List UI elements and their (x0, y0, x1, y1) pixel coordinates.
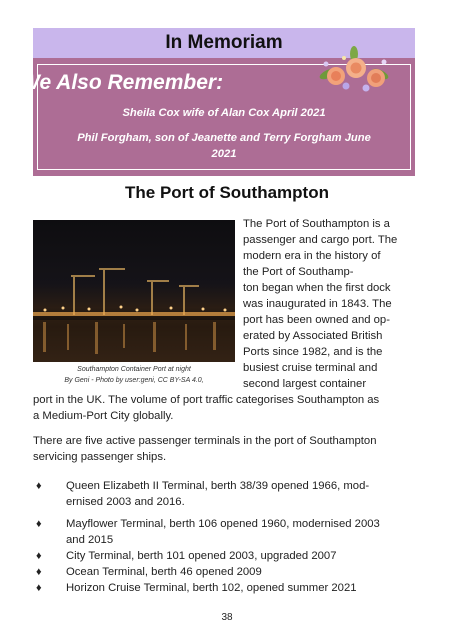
body-text-line: erated by Associated British (243, 330, 383, 342)
body-text-line: was inaugurated in 1843. The (243, 298, 392, 310)
remember-line-1: Sheila Cox wife of Alan Cox April 2021 (122, 107, 326, 119)
page-number: 38 (221, 612, 233, 623)
remember-line-3: 2021 (211, 148, 237, 160)
water-reflection (33, 320, 235, 362)
photo-caption-line-2: By Geni - Photo by user:geni, CC BY-SA 4.0, (64, 377, 204, 384)
photo-caption-line-1: Southampton Container Port at night (77, 366, 191, 373)
terminals-intro-line: servicing passenger ships. (33, 451, 167, 463)
diamond-bullet-icon: ♦ (36, 550, 42, 562)
body-text-line: a Medium-Port City globally. (33, 410, 174, 422)
diamond-bullet-icon: ♦ (36, 480, 42, 492)
flower-bouquet-image (314, 44, 394, 94)
diamond-bullet-icon: ♦ (36, 518, 42, 530)
memoriam-title: In Memoriam (33, 28, 415, 58)
body-text-line: Ports since 1982, and is the (243, 346, 383, 358)
body-text-line: The Port of Southampton is a (243, 218, 390, 230)
body-text-line: port has been owned and op- (243, 314, 390, 326)
terminals-intro-line: There are five active passenger terminals in the port of Southampton (33, 435, 377, 447)
body-text-line: the Port of Southamp- (243, 266, 354, 278)
list-item: Mayflower Terminal, berth 106 opened 1960, modernised 2003 (66, 518, 380, 530)
list-item: and 2015 (66, 534, 114, 546)
body-text-line: ton began when the first dock (243, 282, 391, 294)
list-item: Ocean Terminal, berth 46 opened 2009 (66, 566, 262, 578)
body-text-line: passenger and cargo port. The (243, 234, 398, 246)
quay-lights (33, 312, 235, 316)
body-text-line: modern era in the history of (243, 250, 381, 262)
body-text-line: port in the UK. The volume of port traffic categorises Southampton as (33, 394, 380, 406)
list-item: Queen Elizabeth II Terminal, berth 38/39 opened 1966, mod- (66, 480, 370, 492)
diamond-bullet-icon: ♦ (36, 582, 42, 594)
list-item: ernised 2003 and 2016. (66, 496, 185, 508)
list-item: City Terminal, berth 101 opened 2003, upgraded 2007 (66, 550, 337, 562)
remember-heading: We Also Remember: (20, 71, 224, 94)
article-title: The Port of Southampton (125, 183, 329, 202)
body-text-line: busiest cruise terminal and (243, 362, 378, 374)
body-text-line: second largest container (243, 378, 367, 390)
light-dots (44, 306, 227, 312)
remember-line-2: Phil Forgham, son of Jeanette and Terry Forgham June (77, 132, 371, 144)
list-item: Horizon Cruise Terminal, berth 102, opened summer 2021 (66, 582, 357, 594)
diamond-bullet-icon: ♦ (36, 566, 42, 578)
port-night-photo (33, 220, 235, 362)
crane-icon (71, 268, 199, 315)
rose-icon (327, 58, 385, 87)
